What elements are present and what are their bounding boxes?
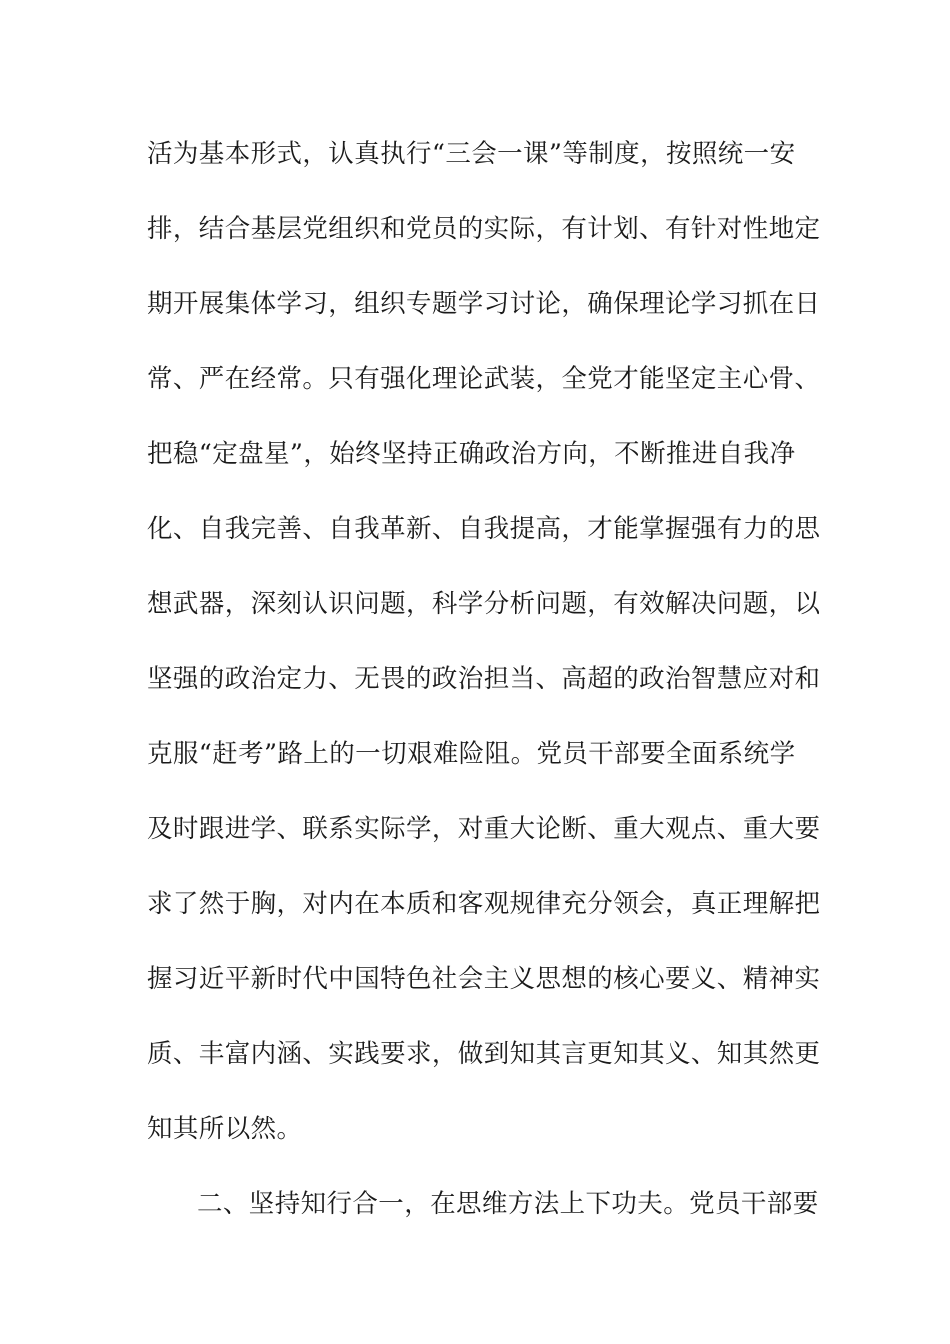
text-line: 排，结合基层党组织和党员的实际，有计划、有针对性地定 xyxy=(147,214,821,244)
text-line: 坚强的政治定力、无畏的政治担当、高超的政治智慧应对和 xyxy=(147,664,821,694)
body-text xyxy=(147,132,821,1257)
text-line: 求了然于胸，对内在本质和客观规律充分领会，真正理解把 xyxy=(147,889,821,919)
text-line: 把稳“定盘星”，始终坚持正确政治方向，不断推进自我净 xyxy=(147,439,796,469)
text-line: 质、丰富内涵、实践要求，做到知其言更知其义、知其然更 xyxy=(147,1039,821,1069)
text-line: 化、自我完善、自我革新、自我提高，才能掌握强有力的思 xyxy=(147,514,821,544)
text-line: 期开展集体学习，组织专题学习讨论，确保理论学习抓在日 xyxy=(147,289,821,319)
text-line: 克服“赶考”路上的一切艰难险阻。党员干部要全面系统学 xyxy=(147,739,796,769)
text-line: 常、严在经常。只有强化理论武装，全党才能坚定主心骨、 xyxy=(147,364,821,394)
text-line: 活为基本形式，认真执行“三会一课”等制度，按照统一安 xyxy=(147,139,796,169)
section-heading-line: 二、坚持知行合一，在思维方法上下功夫。党员干部要 xyxy=(197,1189,819,1219)
text-line: 知其所以然。 xyxy=(147,1114,303,1144)
text-line: 及时跟进学、联系实际学，对重大论断、重大观点、重大要 xyxy=(147,814,821,844)
text-line: 握习近平新时代中国特色社会主义思想的核心要义、精神实 xyxy=(147,964,821,994)
text-line: 想武器，深刻认识问题，科学分析问题，有效解决问题，以 xyxy=(147,589,821,619)
